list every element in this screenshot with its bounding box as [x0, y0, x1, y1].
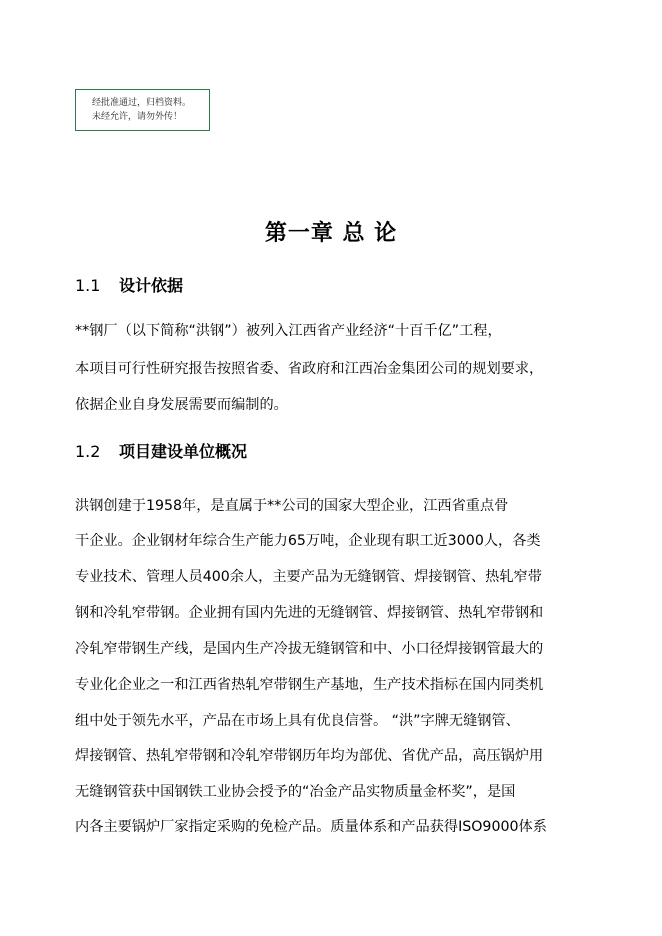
paragraph-line: 依据企业自身发展需要而编制的。	[75, 397, 288, 413]
paragraph-line: 洪钢创建于1958年，是直属于**公司的国家大型企业，江西省重点骨	[75, 498, 509, 514]
paragraph-line: 焊接钢管、热轧窄带钢和冷轧窄带钢历年均为部优、省优产品，高压锅炉用	[75, 748, 544, 764]
section-1-2-paragraph	[75, 496, 595, 837]
paragraph-line: 钢和冷轧窄带钢。企业拥有国内先进的无缝钢管、焊接钢管、热轧窄带钢和	[75, 605, 544, 621]
paragraph-line: 无缝钢管获中国钢铁工业协会授予的“冶金产品实物质量金杯奖”，是国	[75, 784, 516, 800]
paragraph-line: **钢厂（以下简称“洪钢”）被列入江西省产业经济“十百千亿”工程，	[75, 323, 502, 339]
notice-line-2: 未经允许，请勿外传！	[92, 112, 183, 122]
paragraph-line: 内各主要锅炉厂家指定采购的免检产品。质量体系和产品获得ISO9000体系	[75, 819, 547, 835]
section-heading-1-2	[75, 442, 247, 462]
section-title: 项目建设单位概况	[119, 442, 248, 461]
paragraph-line: 组中处于领先水平，产品在市场上具有优良信誉。 “洪”字牌无缝钢管、	[75, 713, 520, 729]
section-heading-1-1	[75, 276, 183, 296]
chapter-title: 第一章 总 论	[264, 221, 398, 246]
paragraph-line: 专业化企业之一和江西省热轧窄带钢生产基地，生产技术指标在国内同类机	[75, 677, 544, 693]
section-number: 1.2	[75, 442, 101, 461]
paragraph-line: 冷轧窄带钢生产线，是国内生产冷拔无缝钢管和中、小口径焊接钢管最大的	[75, 641, 544, 657]
paragraph-line: 专业技术、管理人员400余人，主要产品为无缝钢管、焊接钢管、热轧窄带	[75, 569, 542, 585]
section-1-1-paragraph	[75, 321, 595, 415]
section-title: 设计依据	[119, 276, 184, 295]
approval-notice-box	[75, 89, 210, 131]
paragraph-line: 本项目可行性研究报告按照省委、省政府和江西冶金集团公司的规划要求，	[75, 361, 544, 377]
paragraph-line: 干企业。企业钢材年综合生产能力65万吨，企业现有职工近3000人，各类	[75, 533, 541, 549]
notice-line-1: 经批准通过，归档资料。	[92, 98, 192, 108]
section-number: 1.1	[75, 276, 101, 295]
